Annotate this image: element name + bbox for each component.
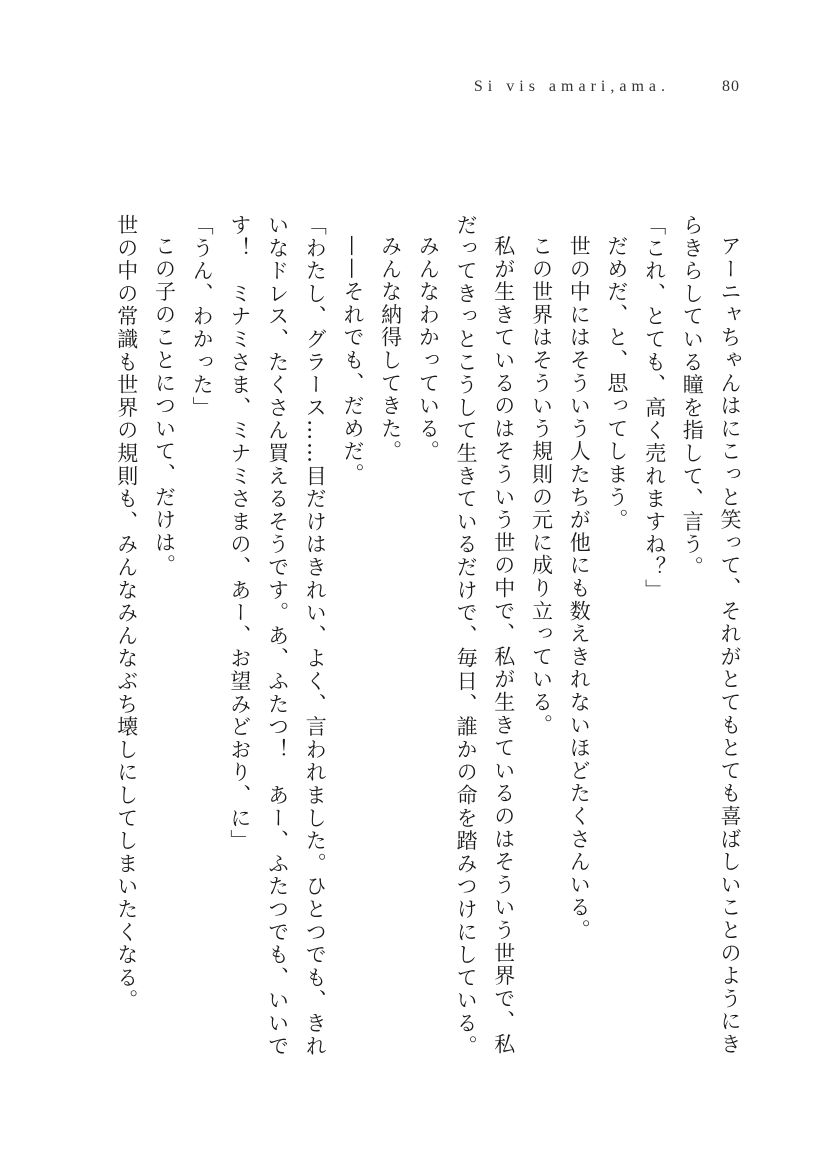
paragraph: アーニャちゃんはにこっと笑って、それがとてもとても喜ばしいことのようにきらきらしている瞳を指して、言う。 <box>680 214 742 1056</box>
paragraph: この子のことについて、だけは。 <box>152 235 177 577</box>
paragraph: みんなわかっている。 <box>416 235 441 463</box>
paragraph: この世界はそういう規則の元に成り立っている。 <box>529 235 554 737</box>
page-number: 80 <box>722 78 740 95</box>
paragraph: 世の中の常識も世界の規則も、みんなみんなぶち壊しにしてしまいたくなる。 <box>114 214 139 1012</box>
paragraph: 世の中にはそういう人たちが他にも数えきれないほどたくさんいる。 <box>567 235 592 942</box>
running-header <box>474 78 740 96</box>
dialogue-line: 「うん、わかった」 <box>190 214 215 420</box>
vertical-body-text <box>88 214 748 1074</box>
paragraph: ——それでも、だめだ。 <box>340 235 365 486</box>
paragraph: だめだ、と、思ってしまう。 <box>604 235 629 532</box>
dialogue-line: 「わたし、グラース……目だけはきれい、よく、言われました。ひとつでも、きれいなドレス、たくさん買えるそうです。あ、ふたつ！ あー、ふたつでも、いいです！ ミナミさま、ミナミさまの、あー、お望みどおり、に」 <box>227 214 328 1058</box>
paragraph: 私が生きているのはそういう世の中で、私が生きているのはそういう世界で、私だってきっとこうして生きているだけで、毎日、誰かの命を踏みつけにしている。 <box>454 214 516 1058</box>
dialogue-line: 「これ、とても、高く売れますね？」 <box>642 214 667 602</box>
running-title: Si vis amari,ama. <box>473 78 670 95</box>
paragraph: みんな納得してきた。 <box>378 235 403 463</box>
